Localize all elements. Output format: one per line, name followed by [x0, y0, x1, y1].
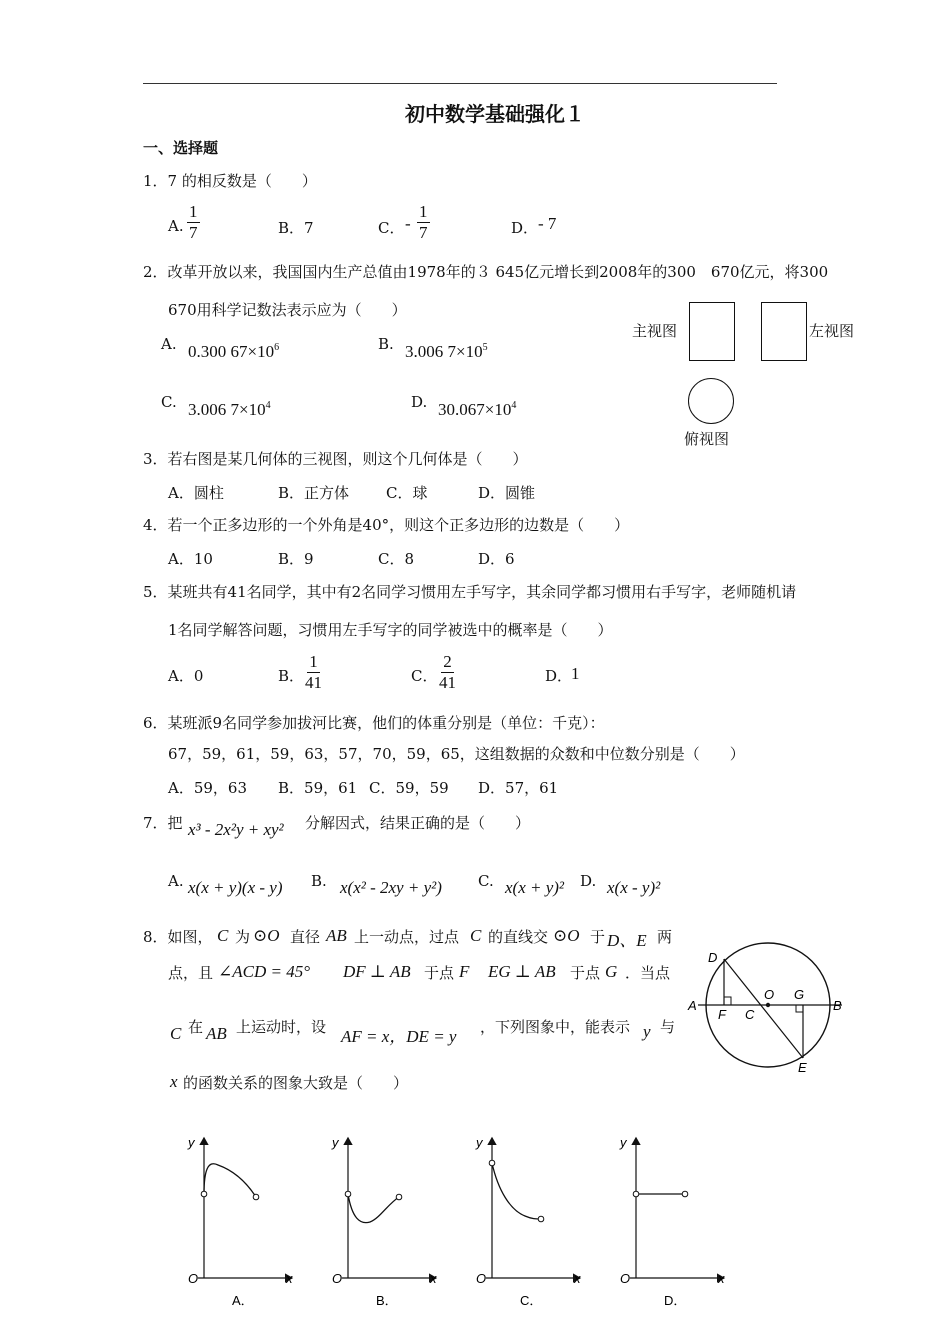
q7-b-expr: x(x² - 2xy + y²)	[340, 878, 442, 897]
graph-c-x-label: x	[574, 1271, 581, 1286]
graph-b-x-label: x	[430, 1271, 437, 1286]
graph-c-open-start	[489, 1160, 495, 1166]
q3-option-b: B．正方体	[278, 484, 350, 502]
q1-option-b: B．7	[278, 219, 314, 237]
q8-angle: ∠ACD = 45°	[218, 962, 311, 981]
q2-d-value: $30.067\times 10^4$	[438, 400, 517, 419]
q6-option-b: B．59，61	[278, 779, 358, 797]
q8-point-f: F	[459, 962, 470, 981]
graph-d-option: D．	[664, 1293, 687, 1308]
graph-c-option: C．	[520, 1293, 543, 1308]
q5-option-c: C．	[411, 667, 438, 685]
q5-line2: 1名同学解答问题，习惯用左手写字的同学被选中的概率是（ ）	[168, 621, 613, 639]
q8-circle-o: ⊙O	[253, 926, 280, 945]
graph-a-x-label: x	[286, 1271, 293, 1286]
graph-b-open-end	[396, 1194, 402, 1200]
q8-l2-a: 点，且	[168, 964, 214, 982]
q5-line1: 5．某班共有41名同学，其中有2名同学习惯用左手写字，其余同学都习惯用右手写字，老师随机请	[143, 583, 797, 601]
q8-l3-a: 在	[188, 1018, 204, 1036]
q1-option-c: C．	[378, 219, 405, 237]
q6-line1: 6．某班派9名同学参加拔河比赛，他们的体重分别是（单位：千克）：	[143, 714, 605, 732]
q8-point-c: C	[217, 926, 229, 945]
q3-option-d: D．圆锥	[478, 484, 536, 502]
q2-line2: 670用科学记数法表示应为（ ）	[168, 301, 407, 319]
top-view-label: 俯视图	[684, 430, 730, 448]
q1-a-fraction: $\frac{1}{7}$	[189, 202, 198, 242]
q8-l1-d: 的直线交	[488, 928, 549, 946]
q7-option-a: A.	[168, 872, 184, 890]
graph-b-origin: O	[332, 1271, 343, 1286]
graph-b-open-start	[345, 1191, 351, 1197]
q7-option-b: B.	[311, 872, 327, 890]
graph-d-open-end	[682, 1191, 688, 1197]
left-view-rect	[761, 302, 807, 361]
q8-ab2: AB	[206, 1024, 227, 1043]
q2-option-a: A.	[161, 335, 177, 353]
q1-option-a: A.	[168, 217, 184, 235]
graph-d-x-label: x	[718, 1271, 725, 1286]
q2-b-value: 3.006 $7\times 10^5$	[405, 342, 488, 361]
q5-option-d: D．	[545, 667, 573, 685]
q8-point-c3: C	[170, 1024, 182, 1043]
q2-a-value: 0.300 $67\times 10^6$	[188, 342, 280, 361]
right-angle-f	[724, 997, 731, 1005]
q7-c-expr: x(x + y)²	[505, 878, 565, 897]
q2-option-d: D.	[411, 393, 428, 411]
graph-d-y-label: y	[620, 1135, 627, 1150]
graph-c-origin: O	[476, 1271, 487, 1286]
q5-d-value: 1	[571, 664, 580, 683]
q5-c-fraction: $\frac{2}{41}$	[439, 652, 456, 692]
q8-df-perp: DF ⊥ AB	[343, 962, 411, 981]
q8-l1-a: 为	[235, 928, 251, 946]
q2-option-b: B.	[378, 335, 394, 353]
graph-b-curve	[348, 1194, 399, 1223]
label-c: C	[745, 1007, 755, 1022]
label-d: D	[708, 950, 718, 965]
graph-c-y-label: y	[476, 1135, 483, 1150]
top-view-circle	[688, 378, 734, 424]
label-a: A	[688, 998, 697, 1013]
q5-b-fraction: $\frac{1}{41}$	[305, 652, 322, 692]
q8-l3-d: 与	[660, 1018, 676, 1036]
q2-option-c: C.	[161, 393, 177, 411]
q6-option-a: A．59，63	[168, 779, 248, 797]
q1-stem: 1．7 的相反数是（ ）	[143, 172, 317, 190]
graph-d	[619, 1135, 725, 1308]
q1-c-fraction: $\frac{1}{7}$	[419, 202, 428, 242]
q8-l1-pre: 8．如图，	[143, 928, 213, 946]
label-b: B	[833, 998, 842, 1013]
q4-option-c: C．8	[378, 550, 415, 568]
q7-expression: x³ - 2x²y + xy²	[188, 820, 284, 839]
q4-stem: 4．若一个正多边形的一个外角是40°，则这个正多边形的边数是（ ）	[143, 516, 630, 534]
q8-var-y: y	[643, 1022, 651, 1041]
circle-figure	[680, 930, 850, 1080]
label-e: E	[798, 1060, 807, 1075]
header-rule	[143, 83, 777, 84]
q8-point-c2: C	[470, 926, 482, 945]
q8-var-x: x	[170, 1072, 178, 1091]
q8-l1-b: 直径	[290, 928, 321, 946]
q4-option-d: D．6	[478, 550, 515, 568]
q4-option-a: A．10	[168, 550, 213, 568]
q8-l2-e: 于点	[570, 964, 601, 982]
q8-ab: AB	[326, 926, 347, 945]
label-g: G	[794, 987, 805, 1002]
main-view-rect	[689, 302, 735, 361]
graph-c-curve	[492, 1163, 541, 1219]
page-title: 初中数学基础强化１	[405, 102, 585, 126]
q1-option-d: D．	[511, 219, 539, 237]
graph-b-y-label: y	[332, 1135, 339, 1150]
graph-a-option: A．	[232, 1293, 254, 1308]
q7-option-d: D.	[580, 872, 597, 890]
q8-circle-o2: ⊙O	[553, 926, 580, 945]
main-view-label: 主视图	[632, 322, 678, 340]
graph-c-open-end	[538, 1216, 544, 1222]
q8-l1-f: 两	[657, 928, 673, 946]
q7-post: 分解因式，结果正确的是（ ）	[305, 814, 531, 832]
graph-d-origin: O	[620, 1271, 631, 1286]
chord-de	[724, 959, 803, 1058]
right-angle-g	[796, 1005, 803, 1012]
q1-d-value: - 7	[538, 214, 557, 233]
graph-a-open-end	[253, 1194, 259, 1200]
q8-eg-perp: EG ⊥ AB	[488, 962, 556, 981]
label-o: O	[764, 987, 775, 1002]
q8-de: D、E	[607, 931, 647, 950]
q8-l3-c: ，下列图象中，能表示	[480, 1018, 631, 1036]
q1-c-sign: -	[405, 214, 411, 233]
q6-option-d: D．57，61	[478, 779, 559, 797]
q8-l2-f: ．当点	[625, 964, 671, 982]
q8-l1-e: 于	[590, 928, 606, 946]
left-view-label: 左视图	[809, 322, 855, 340]
q5-option-b: B．	[278, 667, 305, 685]
q8-l1-c: 上一动点，过点	[354, 928, 460, 946]
center-dot	[766, 1003, 770, 1007]
q7-pre: 7．把	[143, 814, 183, 832]
graph-a-curve	[204, 1164, 256, 1197]
q6-option-c: C．59，59	[369, 779, 449, 797]
q2-c-value: 3.006 $7\times 10^4$	[188, 400, 271, 419]
q7-d-expr: x(x - y)²	[607, 878, 661, 897]
label-f: F	[718, 1007, 726, 1022]
q3-option-c: C．球	[386, 484, 428, 502]
q8-l3-b: 上运动时，设	[236, 1018, 327, 1036]
graph-b-option: B．	[376, 1293, 398, 1308]
graph-c	[475, 1135, 581, 1308]
q8-l2-c: 于点	[424, 964, 455, 982]
graph-a-origin: O	[188, 1271, 199, 1286]
graph-a-y-label: y	[188, 1135, 195, 1150]
q8-vars: AF = x，DE = y	[341, 1027, 457, 1046]
q8-point-g: G	[605, 962, 618, 981]
section-heading: 一、选择题	[143, 139, 219, 157]
graph-a-open-start	[201, 1191, 207, 1197]
q7-option-c: C.	[478, 872, 494, 890]
graphs-figure	[180, 1130, 740, 1310]
q6-line2: 67，59，61，59，63，57，70，59，65，这组数据的众数和中位数分别是（ ）	[168, 745, 745, 763]
q2-line1: 2．改革开放以来，我国国内生产总值由1978年的３ 645亿元增长到2008年的300 670亿元，将300	[143, 263, 829, 281]
q7-a-expr: x(x + y)(x - y)	[188, 878, 283, 897]
q3-option-a: A．圆柱	[168, 484, 224, 502]
graph-b	[331, 1135, 437, 1308]
q5-option-a: A．0	[168, 667, 204, 685]
q8-l4: 的函数关系的图象大致是（ ）	[183, 1074, 409, 1092]
q4-option-b: B．9	[278, 550, 314, 568]
q3-stem: 3．若右图是某几何体的三视图，则这个几何体是（ ）	[143, 450, 528, 468]
graph-d-open-start	[633, 1191, 639, 1197]
graph-a	[187, 1135, 293, 1308]
